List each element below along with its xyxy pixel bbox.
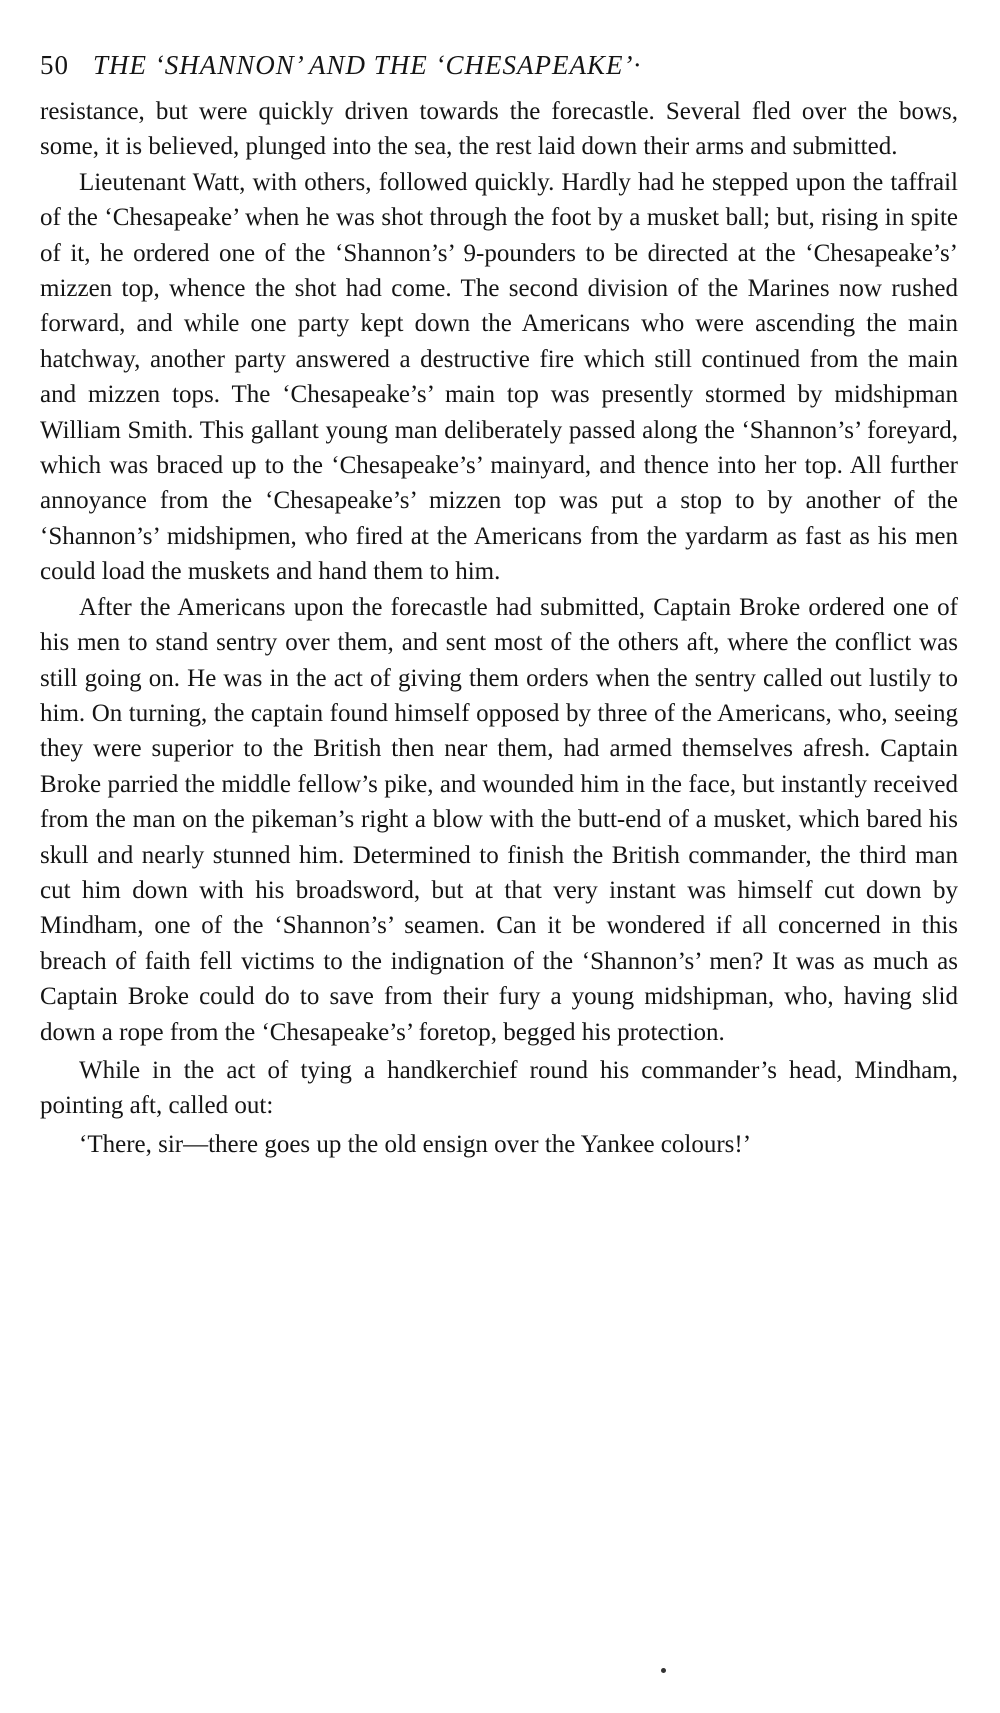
page-number: 50 [40, 50, 69, 80]
paragraph-mindham: While in the act of tying a handkerchief round his commander’s head, Mindham, pointing aft, called out: [40, 1056, 958, 1120]
book-page [40, 50, 958, 1162]
body-text [40, 94, 958, 1162]
paragraph-quotation: ‘There, sir—there goes up the old ensign over the Yankee colours!’ [79, 1130, 752, 1158]
paragraph-captain-broke: After the Americans upon the forecastle had submitted, Captain Broke ordered one of his men to stand sentry over them, and sent most of the others aft, where the conflict was still going on. He was in the act of giving them orders when the sentry called out lustily to him. On turning, the captain found himself opposed by three of the Americans, who, seeing they were superior to the British then near them, had armed themselves afresh. Captain Broke parried the middle fellow’s pike, and wounded him in the face, but instantly received from the man on the pikeman’s right a blow with the butt-end of a musket, which bared his skull and nearly stunned him. Determined to finish the British commander, the third man cut him down with his broadsword, but at that very instant was himself cut down by Mindham, one of the ‘Shannon’s’ seamen. Can it be wondered if all concerned in this breach of faith fell victims to the indignation of the ‘Shannon’s’ men? It was as much as Captain Broke could do to save from their fury a young midshipman, who, having slid down a rope from the ‘Chesapeake’s’ foretop, begged his protection. [40, 593, 958, 1046]
paragraph-continued: resistance, but were quickly driven towards the forecastle. Several fled over the bows, some, it is believed, plunged into the sea, the rest laid down their arms and submitted. [40, 98, 958, 161]
ink-speck [661, 1668, 666, 1673]
running-header [40, 50, 958, 94]
running-title: THE ‘SHANNON’ AND THE ‘CHESAPEAKE’· [93, 50, 642, 80]
paragraph-lieutenant-watt: Lieutenant Watt, with others, followed quickly. Hardly had he stepped upon the taffrail of the ‘Chesapeake’ when he was shot through the foot by a musket ball; but, rising in spite of it, he ordered one of the ‘Shannon’s’ 9-pounders to be directed at the ‘Chesapeake’s’ mizzen top, whence the shot had come. The second division of the Marines now rushed forward, and while one party kept down the Americans who were ascending the main hatchway, another party answered a destructive fire which still continued from the main and mizzen tops. The ‘Chesapeake’s’ main top was presently stormed by midshipman William Smith. This gallant young man deliberately passed along the ‘Shannon’s’ foreyard, which was braced up to the ‘Chesapeake’s’ mainyard, and thence into her top. All further annoyance from the ‘Chesapeake’s’ mizzen top was put a stop to by another of the ‘Shannon’s’ midshipmen, who fired at the Americans from the yardarm as fast as his men could load the muskets and hand them to him. [40, 168, 958, 586]
